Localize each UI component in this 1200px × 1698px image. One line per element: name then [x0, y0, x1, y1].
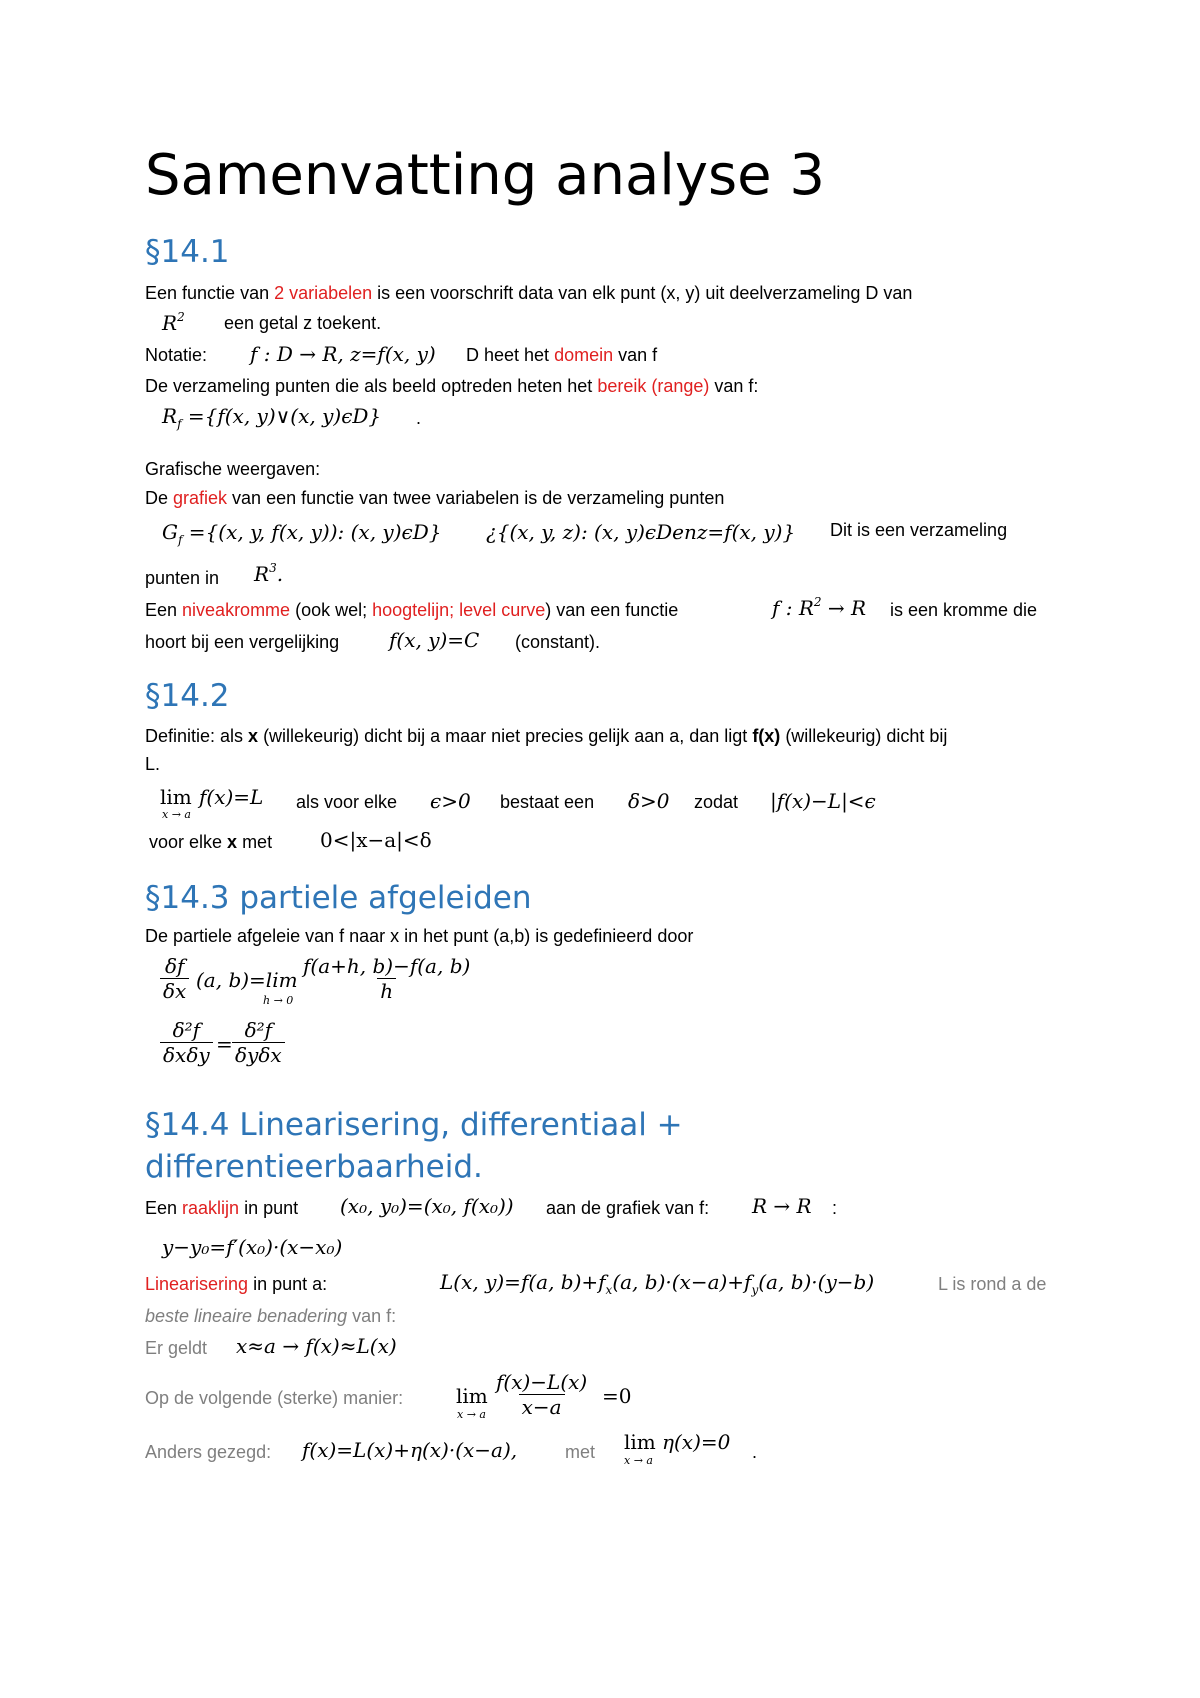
mixed-partial-left: δ²f δxδy — [160, 1018, 213, 1067]
mixed-partial-eq: = — [216, 1032, 233, 1056]
linearisering-line: Linearisering in punt a: — [145, 1274, 328, 1294]
grafiek-formula-1: $G_f =\{(x$, y, f(x, y)): (x, y)ϵD} — [162, 520, 442, 547]
limit-formula: f(x)=L — [199, 785, 264, 809]
abs-condition: |f(x)−L|<ϵ — [770, 789, 876, 813]
definitie-line: Definitie: als x (willekeurig) dicht bij a maar niet precies gelijk aan a, dan ligt f(x) (willekeurig) dicht bij — [145, 726, 948, 746]
linearisering-formula: L(x, y)=f(a, $b)+f_x(a$, $b)\cdot(x-a)+f_y(a$, b)·(y−b) — [440, 1270, 875, 1297]
partial-difference-quotient: $\frac{f(a+h, b)-f(a, b)}{h}$ — [303, 954, 471, 1003]
vergelijking-formula: f(x, y)=C — [389, 628, 480, 652]
zodat: zodat — [694, 792, 739, 812]
raaklijn-colon: : — [832, 1198, 838, 1218]
grafiek-line: De grafiek van een functie van twee variabelen is de verzameling punten — [145, 488, 725, 508]
partiele-intro: De partiele afgeleie van f naar x in het punt (a,b) is gedefinieerd door — [145, 926, 694, 946]
sterke-manier: Op de volgende (sterke) manier: — [145, 1388, 404, 1408]
delta-condition: δ>0 — [628, 789, 670, 813]
als-voor-elke: als voor elke — [296, 792, 398, 812]
met-formula: η(x)=0 — [662, 1430, 731, 1454]
met-dot: . — [752, 1442, 758, 1462]
mixed-partial-right: δ²f δyδx — [232, 1018, 285, 1067]
raaklijn-map: R → R — [752, 1194, 812, 1218]
punten-in: punten in — [145, 568, 220, 588]
notatie-label: Notatie: — [145, 345, 208, 365]
partial-lim-sub: h → 0 — [263, 994, 294, 1007]
anders-gezegd: Anders gezegd: — [145, 1442, 272, 1462]
er-geldt-formula: x≈a → f(x)≈L(x) — [236, 1334, 397, 1358]
niveakromme-formula: f : $R^2 \to R$ — [772, 595, 867, 620]
raaklijn-line: Een raaklijn in punt — [145, 1198, 299, 1218]
limit-sub: x → a — [162, 808, 191, 821]
definition-line-2: een getal z toekent. — [224, 313, 382, 333]
vergelijking-constant: (constant). — [515, 632, 601, 652]
partial-fraction-1: $\frac{\delta f}{\delta x}$ — [160, 954, 189, 1003]
er-geldt: Er geldt — [145, 1338, 208, 1358]
raaklijn-grafiek: aan de grafiek van f: — [546, 1198, 710, 1218]
voor-elke-x: voor elke x met — [149, 832, 273, 852]
math-R2: $R^2$ — [162, 310, 185, 335]
partial-mid: (a, b)=lim — [196, 968, 298, 992]
bereik-formula: $R_f =\{f(x$, y)∨(x, y)ϵD} — [162, 404, 382, 431]
notatie-text: D heet het domein van f — [466, 345, 658, 365]
beste-benadering: beste lineaire benadering van f: — [145, 1306, 397, 1326]
limit-lim: lim — [160, 785, 192, 809]
definition-line-1: Een functie van 2 variabelen is een voorschrift data van elk punt (x, y) uit deelverzameling D van — [145, 283, 913, 303]
notatie-formula: f : D → R, z=f(x, y) — [250, 342, 436, 366]
sterk-eq: =0 — [602, 1384, 632, 1408]
bestaat-een: bestaat een — [500, 792, 595, 812]
definitie-L: L. — [145, 754, 161, 774]
grafiek-after: Dit is een verzameling — [830, 520, 1008, 540]
grafisch-label: Grafische weergaven: — [145, 459, 321, 479]
sterk-lim: lim — [456, 1384, 488, 1408]
heading-14-4-line1: §14.4 Linearisering, differentiaal + — [145, 1107, 683, 1143]
epsilon-condition: ϵ>0 — [430, 789, 471, 813]
vergelijking-label: hoort bij een vergelijking — [145, 632, 340, 652]
raaklijn-point: (x₀, y₀)=(x₀, f(x₀)) — [340, 1194, 514, 1218]
niveakromme-line: Een niveakromme (ook wel; hoogtelijn; level curve) van een functie — [145, 600, 679, 620]
grafiek-formula-2: ¿{(x, y, z): (x, y)ϵDenz=f(x, y)} — [486, 520, 796, 544]
met: met — [565, 1442, 596, 1462]
linearisering-after: L is rond a de — [938, 1274, 1047, 1294]
heading-14-2: §14.2 — [145, 678, 230, 714]
met-lim-sub: x → a — [624, 1454, 653, 1467]
heading-14-4-line2: differentieerbaarheid. — [145, 1149, 483, 1185]
sterk-fraction: $\frac{f(x)-L(x)}{x-a}$ — [496, 1370, 588, 1419]
bereik-dot: . — [416, 408, 422, 428]
voor-formula: 0<|x−a|<δ — [320, 828, 432, 852]
met-lim: lim — [624, 1430, 656, 1454]
bereik-line: De verzameling punten die als beeld optreden heten het bereik (range) van f: — [145, 376, 759, 396]
anders-formula: f(x)=L(x)+η(x)·(x−a), — [302, 1438, 518, 1462]
heading-14-1: §14.1 — [145, 234, 230, 270]
document-title: Samenvatting analyse 3 — [145, 143, 826, 208]
heading-14-3: §14.3 partiele afgeleiden — [145, 880, 532, 916]
math-R3: $R^3$. — [254, 561, 284, 586]
raaklijn-equation: y−y₀=f′(x₀)·(x−x₀) — [162, 1235, 343, 1259]
sterk-lim-sub: x → a — [457, 1408, 486, 1421]
niveakromme-tail: is een kromme die — [890, 600, 1038, 620]
